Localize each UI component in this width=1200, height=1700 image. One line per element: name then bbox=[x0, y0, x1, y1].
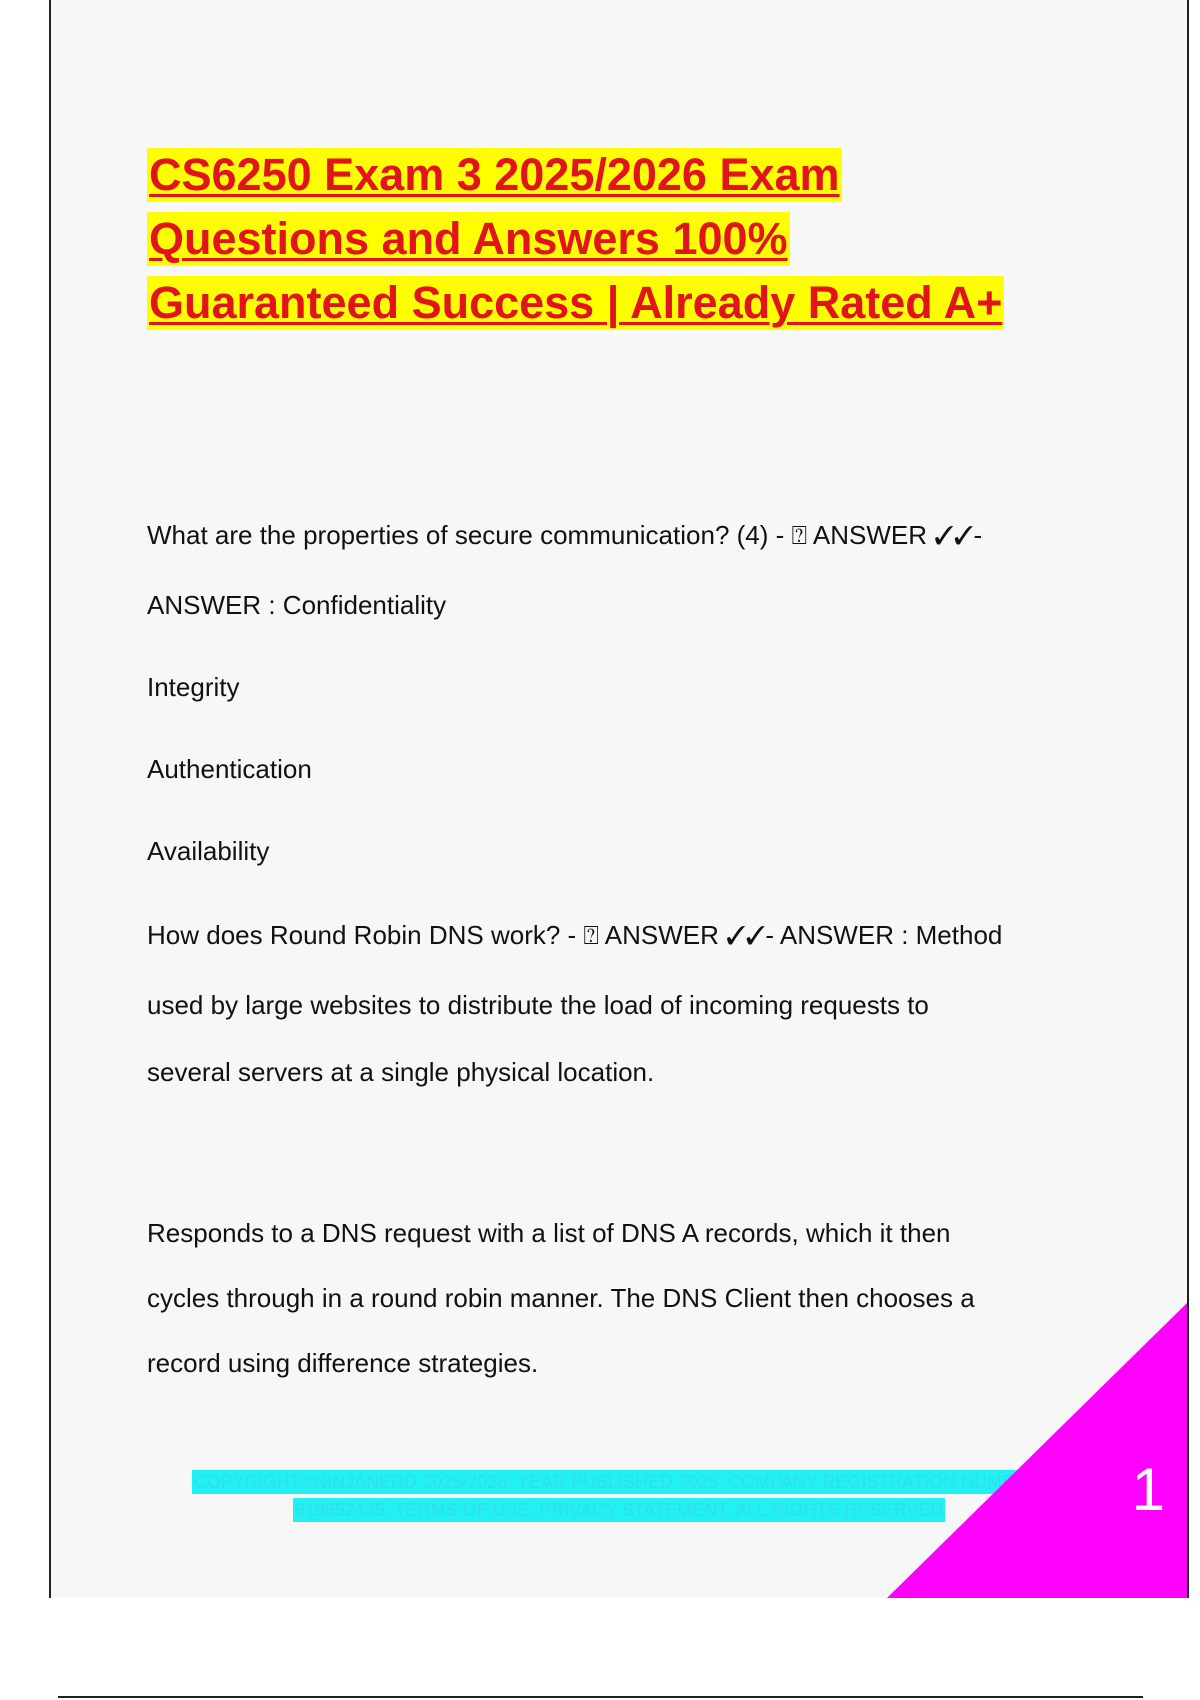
document-page bbox=[49, 0, 1189, 1598]
answer-2-extra-line-3: record using difference strategies. bbox=[147, 1348, 539, 1378]
page-number: 1 bbox=[1131, 1456, 1165, 1523]
bottom-divider bbox=[58, 1696, 1143, 1698]
copyright-text-2: 619652435. TERMS OF USE. PRIVACY STATEMENT. ALL RIGHTS RESERVED bbox=[294, 1500, 944, 1520]
corner-triangle-decoration bbox=[887, 1303, 1187, 1598]
answer-item-authentication: Authentication bbox=[147, 754, 312, 784]
title-line-3: Guaranteed Success | Already Rated A+ bbox=[149, 277, 1003, 328]
document-title bbox=[147, 148, 1107, 340]
question-1-line-2: ANSWER : Confidentiality bbox=[147, 590, 447, 620]
question-2-line-3: several servers at a single physical location. bbox=[147, 1057, 655, 1087]
answer-item-availability: Availability bbox=[147, 836, 270, 866]
answer-2-extra-line-1: Responds to a DNS request with a list of DNS A records, which it then bbox=[147, 1218, 951, 1248]
question-1-line-1: What are the properties of secure communication? (4) - ⍰ ANSWER ✓✓- bbox=[147, 520, 983, 550]
answer-2-extra-line-2: cycles through in a round robin manner. The DNS Client then chooses a bbox=[147, 1283, 975, 1313]
title-line-2: Questions and Answers 100% bbox=[149, 213, 788, 264]
answer-item-integrity: Integrity bbox=[147, 672, 240, 702]
copyright-text-1: COPYRIGHT©NINJANERD 2025/2026. YEAR PUBLISHED 2025. COMPANY REGISTRATION NUMBER: bbox=[193, 1472, 1045, 1492]
question-2-line-1: How does Round Robin DNS work? - ⍰ ANSWER ✓✓- ANSWER : Method bbox=[147, 920, 1003, 950]
question-2-line-2: used by large websites to distribute the load of incoming requests to bbox=[147, 990, 929, 1020]
title-line-1: CS6250 Exam 3 2025/2026 Exam bbox=[149, 149, 840, 200]
